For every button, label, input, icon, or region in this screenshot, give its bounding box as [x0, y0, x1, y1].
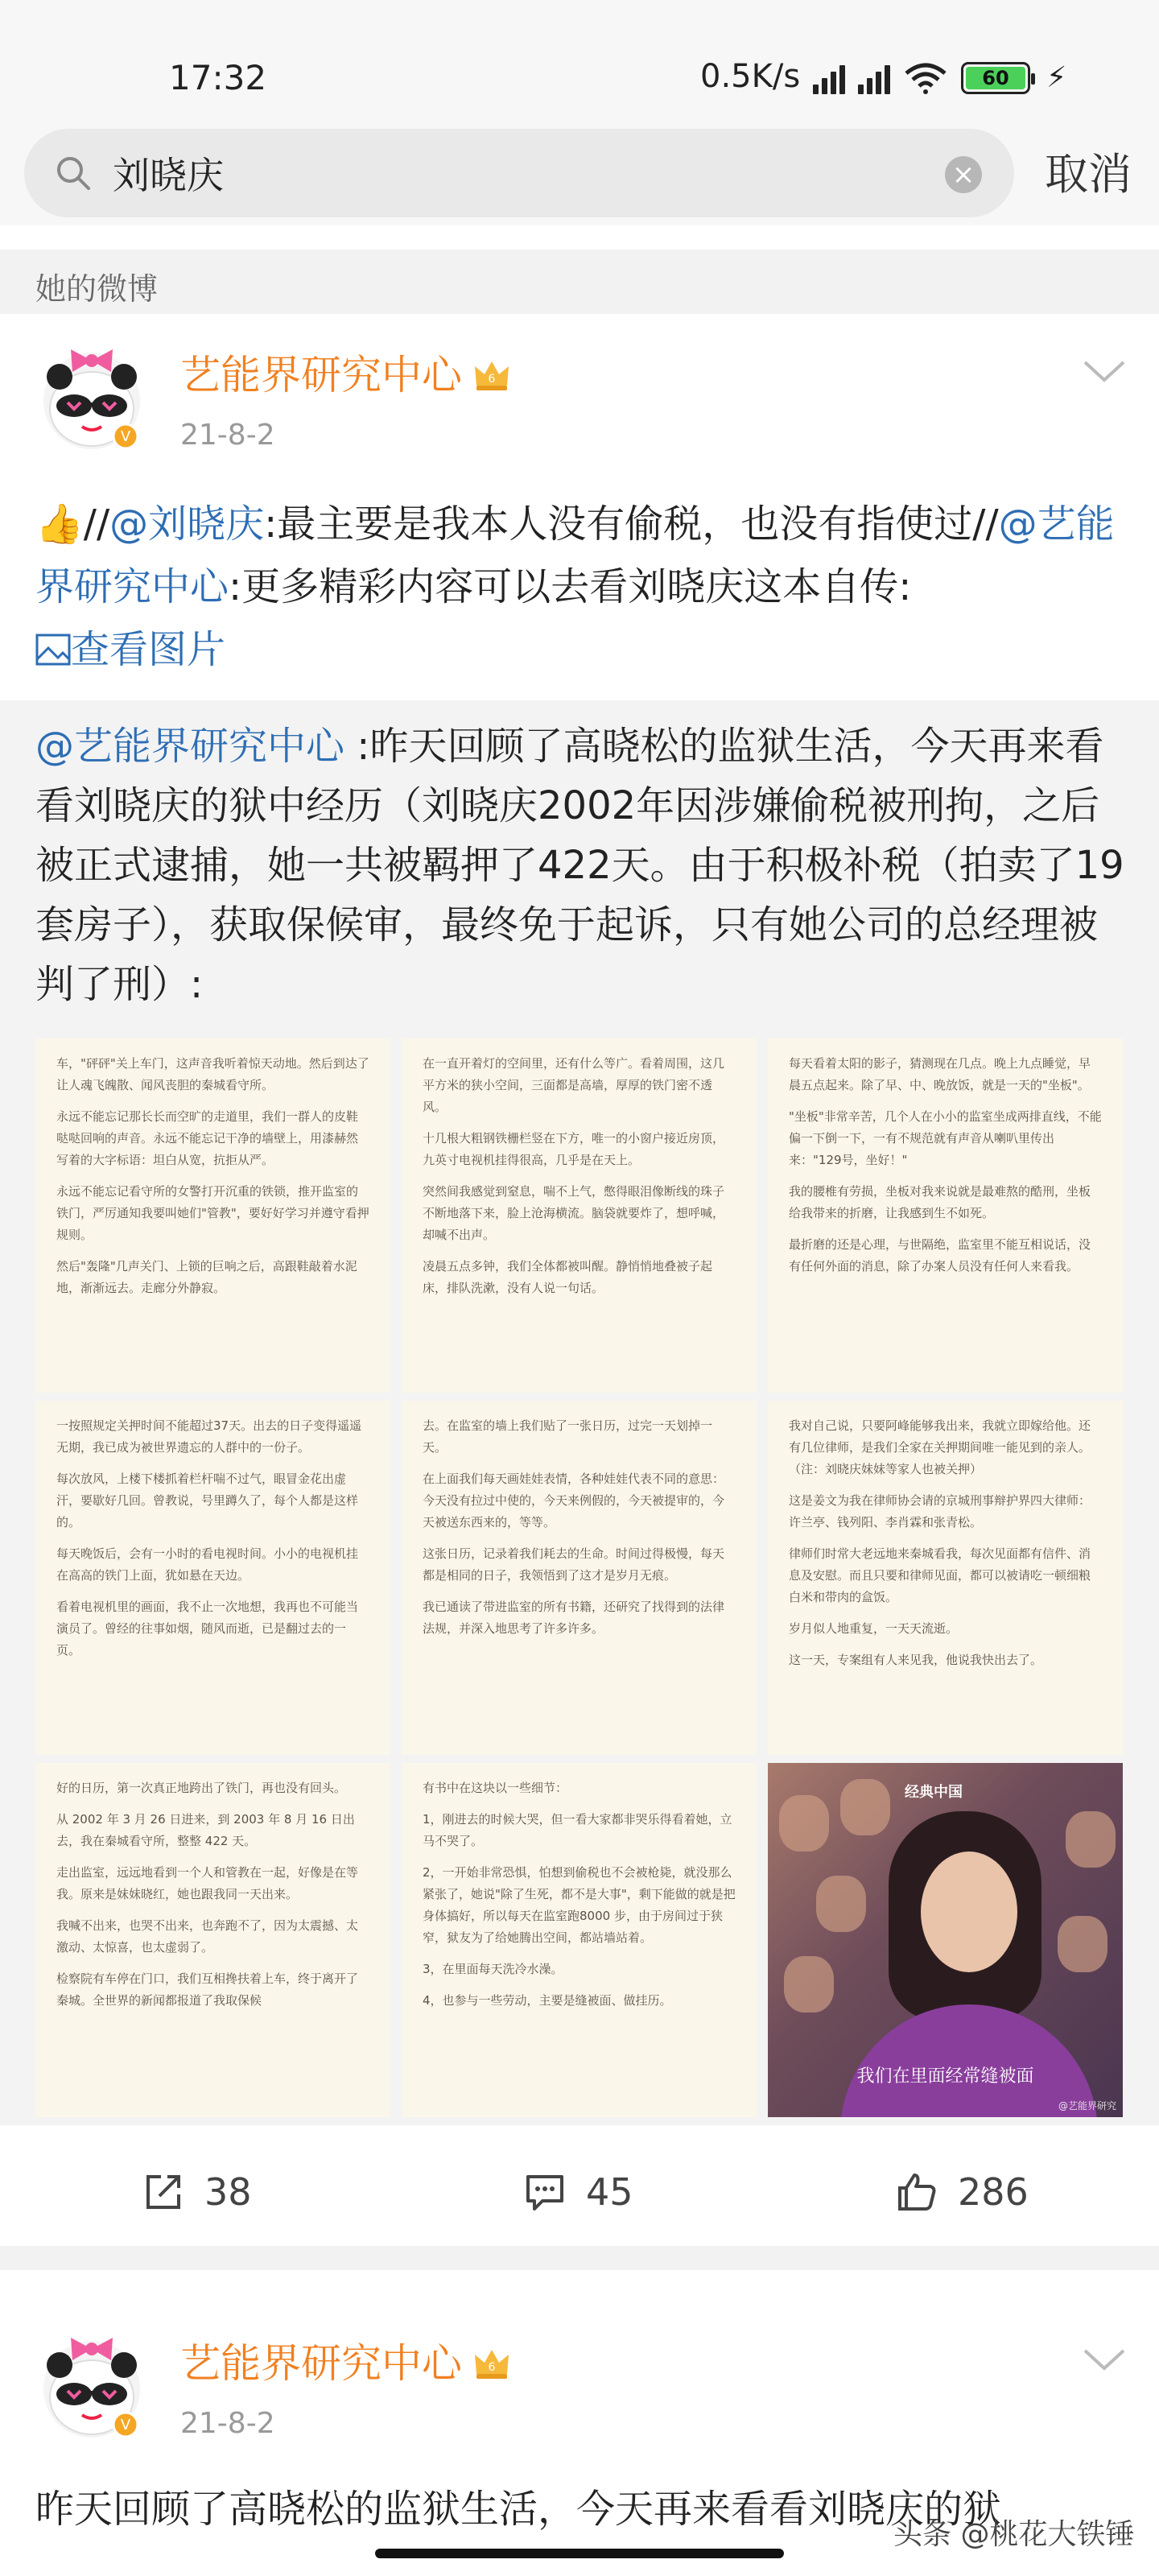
image-tile[interactable] [768, 1038, 1123, 1393]
tile-paragraph: 看着电视机里的画面，我不止一次地想，我再也不可能当演员了。曾经的往事如烟，随风而逝，已是翻过去的一页。 [56, 1600, 359, 1657]
avatar[interactable] [35, 343, 148, 456]
tile-paragraph: 一按照规定关押时间不能超过37天。出去的日子变得遥遥无期，我已成为被世界遗忘的人群中的一份子。 [56, 1418, 362, 1455]
comment-icon [523, 2170, 567, 2214]
tile-paragraph: 最折磨的还是心理，与世隔绝，监室里不能互相说话，没有任何外面的消息，除了办案人员没有任何人来看我。 [789, 1237, 1091, 1274]
image-tile[interactable] [35, 1763, 390, 2117]
crown-icon [472, 357, 512, 392]
search-icon [55, 155, 92, 192]
tile-paragraph: 凌晨五点多钟，我们全体都被叫醒。静悄悄地叠被子起床，排队洗漱，没有人说一句话。 [423, 1259, 713, 1295]
mention-link[interactable]: @刘晓庆 [109, 502, 265, 547]
thumbs-up-emoji: 👍 [35, 502, 84, 547]
author-name[interactable] [180, 343, 512, 401]
image-tile[interactable] [35, 1401, 390, 1755]
quoted-text [35, 716, 1130, 1014]
chevron-down-icon[interactable] [1082, 2347, 1127, 2372]
chevron-down-icon[interactable] [1082, 359, 1127, 383]
share-icon [142, 2170, 185, 2214]
search-input[interactable] [113, 150, 837, 196]
tile-paragraph: 我的腰椎有劳损，坐板对我来说就是最难熬的酷刑，坐板给我带来的折磨，让我感到生不如死。 [789, 1184, 1091, 1220]
text-segment: // [83, 502, 110, 547]
tile-paragraph: 4，也参与一些劳动，主要是缝被面、做挂历。 [423, 1993, 672, 2008]
tile-paragraph: 我喊不出来，也哭不出来，也奔跑不了，因为太震撼、太激动、太惊喜，也太虚弱了。 [56, 1918, 359, 1955]
tile-paragraph: 律师们时常大老远地来秦城看我，每次见面都有信件、消息及安慰。而且只要和律师见面，都可以被请吃一顿细粮白米和带肉的盒饭。 [789, 1546, 1091, 1604]
tile-paragraph: 有书中在这块以一些细节： [423, 1781, 568, 1795]
comment-button[interactable] [523, 2170, 633, 2214]
tile-paragraph: 然后"轰隆"几声关门、上锁的巨响之后，高跟鞋敲着水泥地，渐渐远去。走廊分外静寂。 [56, 1259, 357, 1295]
comment-count: 45 [586, 2170, 633, 2214]
author-label: 艺能界研究中心 [180, 352, 462, 398]
status-time: 17:32 [169, 58, 267, 97]
image-tile[interactable] [402, 1038, 757, 1393]
tile-paragraph: 我对自己说，只要阿峰能够我出来，我就立即嫁给他。还有几位律师，是我们全家在关押期间唯一能见到的亲人。（注：刘晓庆妹妹等家人也被关押） [789, 1418, 1091, 1476]
tile-paragraph: 从 2002 年 3 月 26 日进来，到 2003 年 8 月 16 日出去，我在秦城看守所，整整 422 天。 [56, 1812, 355, 1848]
post-text [35, 493, 1130, 681]
tile-paragraph: 每天晚饭后，会有一小时的看电视时间。小小的电视机挂在高高的铁门上面，犹如悬在天边。 [56, 1546, 359, 1583]
cancel-button[interactable]: 取消 [1045, 149, 1132, 200]
view-images-label: 查看图片 [71, 627, 226, 672]
post-date: 21-8-2 [180, 419, 275, 452]
source-watermark: 头条 @桃花大铁锤 [893, 2518, 1135, 2551]
image-tile[interactable] [402, 1763, 757, 2117]
tile-paragraph: 每次放风，上楼下楼抓着栏杆喘不过气，眼冒金花出虚汗，要歇好几回。曾教说，号里蹲久了，每个人都是这样的。 [56, 1472, 359, 1530]
tile-paragraph: 在一直开着灯的空间里，还有什么等广。看着周围，这几平方米的狭小空间，三面都是高墙，厚厚的铁门密不透风。 [423, 1056, 725, 1114]
signal-icon [813, 65, 845, 94]
post-date: 21-8-2 [180, 2407, 275, 2440]
battery-level: 60 [966, 67, 1025, 89]
video-thumbnail[interactable] [768, 1763, 1123, 2117]
tile-paragraph: 岁月似人地重复，一天天流逝。 [789, 1621, 959, 1636]
tile-paragraph: 2，一开始非常恐惧，怕想到偷税也不会被枪毙，就没那么紧张了，她说"除了生死，都不是大事"，剩下能做的就是把身体搞好，所以每天在监室跑8000 步，由于房间过于狭窄，狱友为了给她腾出空间，都站墙站着。 [423, 1865, 736, 1945]
tile-paragraph: 检察院有车停在门口，我们互相搀扶着上车，终于离开了秦城。全世界的新闻都报道了我取保候 [56, 1971, 359, 2008]
battery-icon [961, 62, 1030, 94]
tile-paragraph: 这一天，专案组有人来见我，他说我快出去了。 [789, 1653, 1043, 1667]
tile-paragraph: 1，刚进去的时候大哭，但一看大家都非哭乐得看着她，立马不哭了。 [423, 1812, 732, 1848]
image-watermark: @艺能界研究 [1058, 2100, 1116, 2112]
network-speed: 0.5K/s [700, 58, 801, 95]
video-caption: 我们在里面经常缝被面 [856, 2066, 1034, 2087]
tile-paragraph: 3，在里面每天洗冷水澡。 [423, 1962, 563, 1976]
tv-logo: 经典中国 [905, 1784, 963, 1801]
tile-paragraph: 永远不能忘记那长长而空旷的走道里，我们一群人的皮鞋哒哒回响的声音。永远不能忘记干净的墙壁上，用漆赫然写着的大字标语：坦白从宽，抗拒从严。 [56, 1109, 359, 1167]
status-icons [813, 61, 1066, 94]
image-tile[interactable] [768, 1401, 1123, 1755]
avatar[interactable] [35, 2331, 148, 2444]
crown-icon [472, 2345, 512, 2380]
clear-icon[interactable]: × [945, 156, 982, 193]
search-box[interactable] [24, 129, 1014, 217]
quoted-post[interactable] [0, 700, 1159, 2125]
tile-paragraph: 好的日历，第一次真正地跨出了铁门，再也没有回头。 [56, 1781, 347, 1795]
tile-paragraph: 十几根大粗钢铁栅栏竖在下方，唯一的小窗户接近房顶，九英寸电视机挂得很高，几乎是在天上。 [423, 1131, 725, 1167]
home-indicator[interactable] [375, 2549, 784, 2558]
section-title: 她的微博 [35, 271, 159, 307]
post-text: 昨天回顾了高晓松的监狱生活，今天再来看看刘晓庆的狱 [35, 2487, 1002, 2532]
text-segment: :更多精彩内容可以去看刘晓庆这本自传: [229, 564, 912, 609]
like-count: 286 [958, 2170, 1029, 2214]
search-row [0, 121, 1159, 225]
author-label: 艺能界研究中心 [180, 2340, 462, 2387]
section-header [0, 250, 1159, 314]
tile-paragraph: 永远不能忘记看守所的女警打开沉重的铁锁，推开监室的铁门，严厉通知我要叫她们"管教"，要好好学习并遵守看押规则。 [56, 1184, 369, 1242]
like-button[interactable] [895, 2170, 1029, 2214]
photo-person-face [921, 1852, 1017, 1972]
charging-icon: ⚡ [1046, 61, 1067, 94]
svg-text:6: 6 [488, 373, 496, 386]
tile-paragraph: 这是姜文为我在律师协会请的京城刑事辩护界四大律师：许兰亭、钱列阳、李肖霖和张青松。 [789, 1493, 1091, 1530]
wifi-icon [903, 62, 948, 94]
tile-paragraph: 去。在监室的墙上我们贴了一张日历，过完一天划掉一天。 [423, 1418, 713, 1455]
tile-paragraph: 突然间我感觉到窒息，喘不上气，憋得眼泪像断线的珠子不断地落下来，脸上沧海横流。脑袋就要炸了，想呼喊，却喊不出声。 [423, 1184, 725, 1242]
signal-icon-2 [858, 65, 890, 94]
image-icon [35, 634, 71, 666]
tile-paragraph: "坐板"非常辛苦，几个人在小小的监室坐成两排直线，不能偏一下倒一下，一有不规范就有声音从喇叭里传出来："129号，坐好！" [789, 1109, 1102, 1167]
author-name[interactable] [180, 2331, 512, 2389]
tile-paragraph: 走出监室，远远地看到一个人和管教在一起，好像是在等我。原来是妹妹晓红，她也跟我同一天出来。 [56, 1865, 359, 1901]
tile-paragraph: 这张日历，记录着我们耗去的生命。时间过得极慢，每天都是相同的日子，我领悟到了这才是岁月无痕。 [423, 1546, 725, 1583]
tile-paragraph: 我已通读了带进监室的所有书籍，还研究了找得到的法律法规，并深入地思考了许多许多。 [423, 1600, 725, 1636]
quoted-mention-link[interactable]: @艺能界研究中心 [35, 724, 345, 769]
status-bar [0, 0, 1159, 121]
image-grid [35, 1038, 1124, 2117]
thumbs-up-icon [895, 2170, 938, 2214]
tile-paragraph: 车，"砰砰"关上车门，这声音我听着惊天动地。然后到达了让人魂飞魄散、闻风丧胆的秦城看守所。 [56, 1056, 369, 1092]
view-images-link[interactable] [35, 627, 225, 672]
image-tile[interactable] [35, 1038, 390, 1393]
text-segment: :最主要是我本人没有偷税，也没有指使过// [264, 502, 999, 547]
post-divider [0, 2246, 1159, 2270]
image-tile[interactable] [402, 1401, 757, 1755]
tile-paragraph: 在上面我们每天画娃娃表情，各种娃娃代表不同的意思：今天没有拉过中使的，今天来例假的，今天被提审的，今天被送东西来的，等等。 [423, 1472, 725, 1530]
svg-text:V: V [120, 2417, 131, 2434]
svg-text:6: 6 [488, 2361, 496, 2374]
mention-link[interactable]: @艺能界研究中心 [35, 502, 1115, 609]
svg-text:V: V [120, 428, 131, 445]
quoted-body: :昨天回顾了高晓松的监狱生活，今天再来看看刘晓庆的狱中经历（刘晓庆2002年因涉嫌偷税被刑拘，之后被正式逮捕，她一共被羁押了422天。由于积极补税（拍卖了19套房子），获取保候审，最终免于起诉，只有她公司的总经理被判了刑）: [35, 724, 1124, 1007]
repost-count: 38 [204, 2170, 252, 2214]
tile-paragraph: 每天看着太阳的影子，猜测现在几点。晚上九点睡觉，早晨五点起来。除了早、中、晚放饭，就是一天的"坐板"。 [789, 1056, 1091, 1092]
action-bar [0, 2141, 1159, 2246]
repost-button[interactable] [142, 2170, 252, 2214]
